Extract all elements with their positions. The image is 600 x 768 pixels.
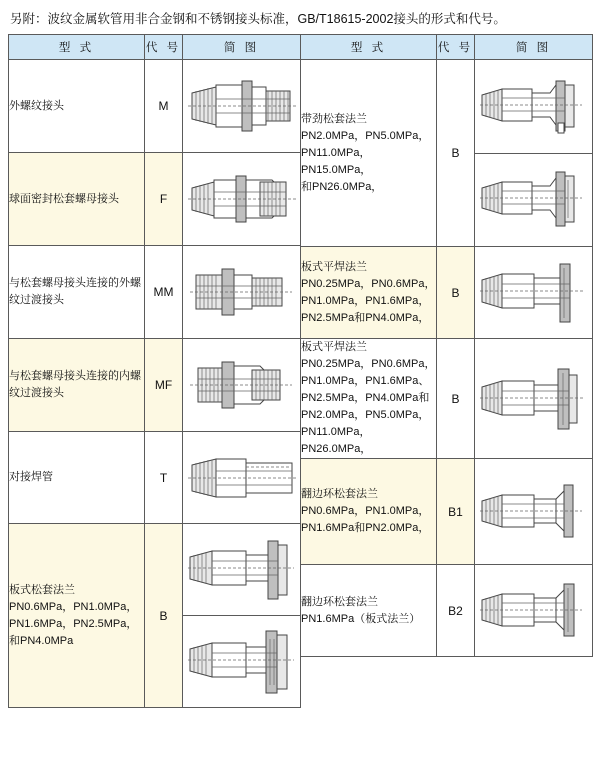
ribbed-lap-joint-flange-icon-bottom xyxy=(475,154,592,246)
row-code: T xyxy=(145,432,183,524)
row-figure xyxy=(183,246,301,339)
row-figure xyxy=(183,524,301,708)
table-row xyxy=(9,524,301,708)
lapped-ring-loose-flange-icon xyxy=(475,471,592,553)
butt-weld-pipe-icon xyxy=(183,441,300,515)
table-row xyxy=(9,60,301,153)
row-type-name: 与松套螺母接头连接的内螺纹过渡接头 xyxy=(9,339,145,432)
left-half xyxy=(8,34,300,708)
lapped-ring-loose-flange-2-icon xyxy=(475,572,592,650)
right-table xyxy=(300,34,593,657)
table-row xyxy=(301,565,593,657)
row-figure xyxy=(475,565,593,657)
plate-lap-joint-flange-icon-bottom xyxy=(183,616,300,707)
header-type: 型 式 xyxy=(9,35,145,60)
row-figure xyxy=(475,247,593,339)
row-code: B2 xyxy=(437,565,475,657)
row-type-name: 板式松套法兰 PN0.6MPa，PN1.0MPa， PN1.6MPa，PN2.5MPa， 和PN4.0MPa xyxy=(9,524,145,708)
row-type-name: 板式平焊法兰 PN0.25MPa，PN0.6MPa， PN1.0MPa，PN1.6MPa， PN2.5MPa和PN4.0MPa， xyxy=(301,247,437,339)
male-thread-fitting-icon xyxy=(183,69,300,143)
row-code: MM xyxy=(145,246,183,339)
plate-slip-on-welding-flange-2-icon xyxy=(475,357,592,441)
male-thread-transition-fitting-icon xyxy=(183,255,300,329)
row-code: F xyxy=(145,153,183,246)
table-row xyxy=(301,60,593,247)
table-row xyxy=(301,247,593,339)
row-code: M xyxy=(145,60,183,153)
plate-slip-on-welding-flange-icon xyxy=(475,254,592,332)
header-figure: 简 图 xyxy=(475,35,593,60)
header-code: 代 号 xyxy=(437,35,475,60)
spherical-seal-union-nut-fitting-icon xyxy=(183,162,300,236)
row-type-name: 与松套螺母接头连接的外螺纹过渡接头 xyxy=(9,246,145,339)
row-code: B xyxy=(437,60,475,247)
right-header-row xyxy=(301,35,593,60)
row-code: B xyxy=(145,524,183,708)
plate-lap-joint-flange-icon-top xyxy=(183,524,300,616)
row-figure xyxy=(183,432,301,524)
row-figure xyxy=(475,60,593,247)
header-figure: 简 图 xyxy=(183,35,301,60)
header-type: 型 式 xyxy=(301,35,437,60)
table-row xyxy=(9,153,301,246)
female-thread-transition-fitting-icon xyxy=(183,348,300,422)
fittings-table xyxy=(8,34,592,708)
row-figure xyxy=(475,339,593,459)
page-title: 另附：波纹金属软管用非合金钢和不锈钢接头标准，GB/T18615-2002接头的形式和代号。 xyxy=(10,12,506,26)
header-code: 代 号 xyxy=(145,35,183,60)
row-type-name: 翻边环松套法兰 PN0.6MPa，PN1.0MPa， PN1.6MPa和PN2.0MPa， xyxy=(301,459,437,565)
row-type-name: 外螺纹接头 xyxy=(9,60,145,153)
row-figure xyxy=(183,153,301,246)
row-code: B xyxy=(437,339,475,459)
table-row xyxy=(301,459,593,565)
table-row xyxy=(301,339,593,459)
row-code: B xyxy=(437,247,475,339)
table-row xyxy=(9,432,301,524)
row-type-name: 球面密封松套螺母接头 xyxy=(9,153,145,246)
left-table xyxy=(8,34,301,708)
row-type-name: 对接焊管 xyxy=(9,432,145,524)
row-type-name: 翻边环松套法兰 PN1.6MPa（板式法兰） xyxy=(301,565,437,657)
row-figure xyxy=(183,60,301,153)
row-type-name: 带劲松套法兰 PN2.0MPa，PN5.0MPa， PN11.0MPa，PN15.0MPa， 和PN26.0MPa， xyxy=(301,60,437,247)
right-half xyxy=(300,34,592,708)
table-row xyxy=(9,246,301,339)
row-code: MF xyxy=(145,339,183,432)
row-code: B1 xyxy=(437,459,475,565)
table-row xyxy=(9,339,301,432)
left-header-row xyxy=(9,35,301,60)
ribbed-lap-joint-flange-icon-top xyxy=(475,60,592,154)
row-figure xyxy=(475,459,593,565)
row-type-name: 板式平焊法兰 PN0.25MPa，PN0.6MPa， PN1.0MPa，PN1.6MPa、 PN2.5MPa，PN4.0MPa和 PN2.0MPa，PN5.0MPa， PN11.0MPa，PN26.0MPa， xyxy=(301,339,437,459)
row-figure xyxy=(183,339,301,432)
